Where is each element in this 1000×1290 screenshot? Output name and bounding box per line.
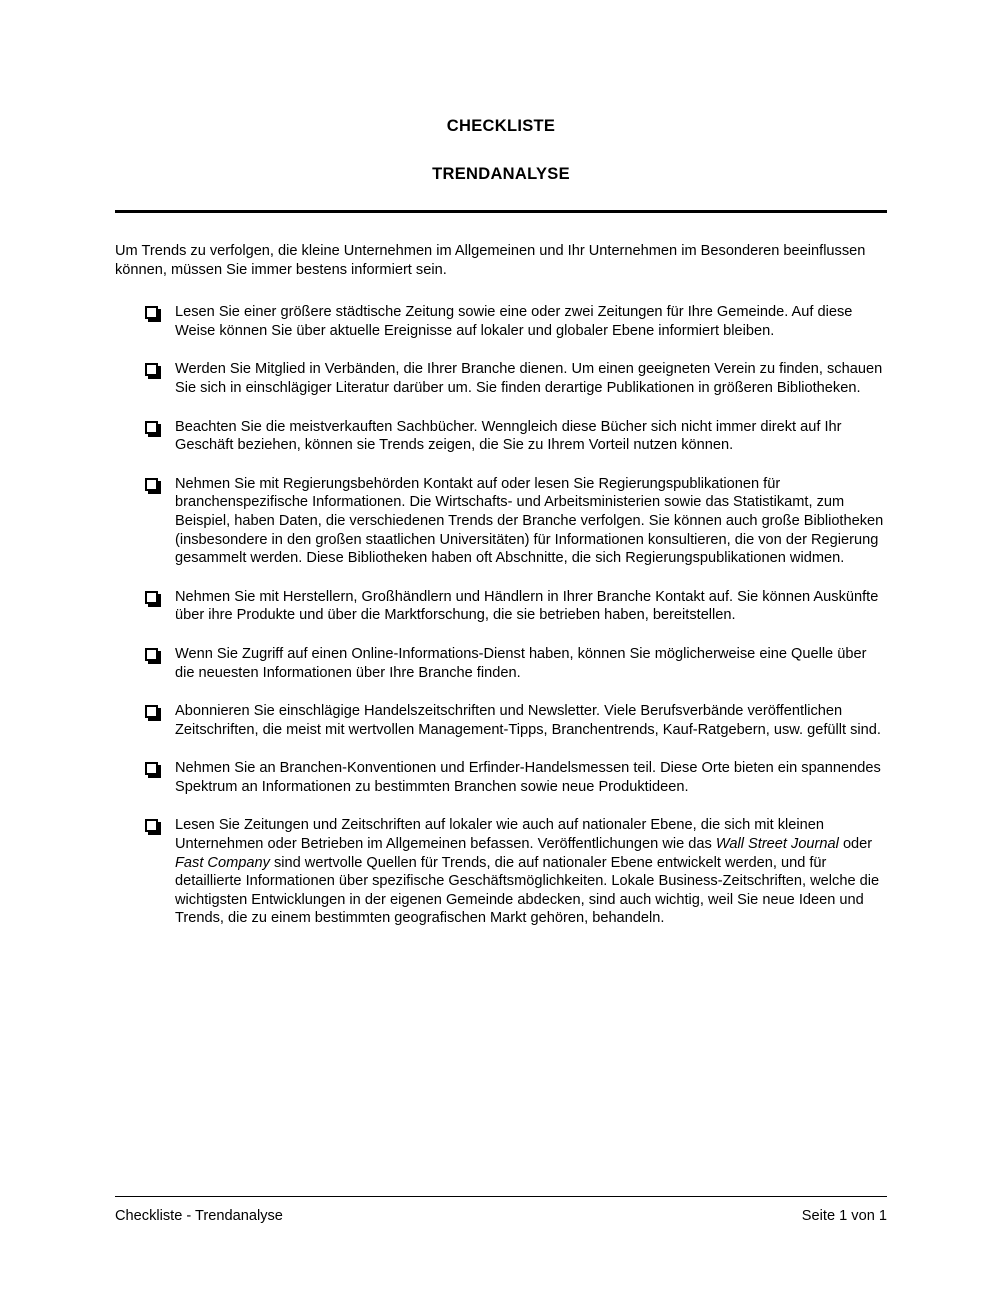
publication-name-wall-street-journal: Wall Street Journal [715, 836, 839, 853]
page-subtitle: TRENDANALYSE [432, 165, 570, 183]
header-divider [115, 210, 887, 213]
list-item-text: Nehmen Sie mit Herstellern, Großhändlern und Händlern in Ihrer Branche Kontakt auf. Sie können Auskünfte über ihre Produkte und über die Marktforschung, die sie betrieben haben, bereitstellen. [175, 588, 879, 624]
intro-paragraph: Um Trends zu verfolgen, die kleine Unternehmen im Allgemeinen und Ihr Unternehmen im Besonderen beeinflussen können, müssen Sie immer bestens informiert sein. [115, 243, 866, 278]
list-item-text: Lesen Sie einer größere städtische Zeitung sowie eine oder zwei Zeitungen für Ihre Gemeinde. Auf diese Weise können Sie über aktuelle Ereignisse auf lokaler und globaler Ebene informiert bleiben. [175, 304, 853, 339]
list-item-text: Werden Sie Mitglied in Verbänden, die Ihrer Branche dienen. Um einen geeigneten Verein zu finden, schauen Sie sich in einschlägiger Literatur darüber um. Sie finden derartige Publikationen in größeren Bibliotheken. [175, 361, 883, 396]
empty-checkbox-icon[interactable] [145, 819, 158, 832]
list-item-text: Nehmen Sie mit Regierungsbehörden Kontakt auf oder lesen Sie Regierungspublikationen für branchenspezifische Informationen. Die Wirtschafts- und Arbeitsministerien sowie das Statistikamt, zum Beispiel, haben Daten, die verschiedenen Trends der Branche verfolgen. Sie können auch große Bibliotheken (insbesondere in den großen staatlichen Universitäten) für Informationen konsultieren, die von der Regierung gesammelt werden. Diese Bibliotheken haben oft Abschnitte, die sich Regierungspublikationen widmen. [175, 475, 884, 567]
list-item[interactable] [115, 303, 887, 340]
footer-row [115, 1207, 887, 1225]
footer-document-name: Checkliste - Trendanalyse [115, 1208, 283, 1224]
list-item[interactable] [115, 759, 887, 796]
list-item[interactable] [115, 702, 887, 739]
list-item-text: Abonnieren Sie einschlägige Handelszeitschriften und Newsletter. Viele Berufsverbände veröffentlichen Zeitschriften, die meist mit wertvollen Management-Tipps, Branchentrends, Kauf-Ratgebern, usw. gefüllt sind. [175, 703, 881, 738]
page-title: CHECKLISTE [446, 117, 556, 135]
list-item[interactable] [115, 475, 887, 568]
footer-divider [115, 1196, 887, 1197]
list-item[interactable] [115, 418, 887, 455]
list-item-text-rich [175, 816, 887, 928]
empty-checkbox-icon[interactable] [145, 648, 158, 661]
checklist [115, 303, 887, 928]
document-body [115, 0, 887, 928]
footer-page-number: Seite 1 von 1 [801, 1208, 887, 1224]
list-item-text-part-2: oder [838, 836, 873, 853]
list-item-text-part-3: sind wertvolle Quellen für Trends, die auf nationaler Ebene entwickelt werden, und für detaillierte Informationen über spezifische Geschäftsmöglichkeiten. Lokale Business-Zeitschriften, welche die wichtigsten Entwicklungen in der eigenen Gemeinde abdecken, sind auch wichtig, weil Sie neue Ideen und Trends, die zu einem bestimmten geografischen Markt gehören, behandeln. [175, 854, 880, 927]
list-item[interactable] [115, 816, 887, 928]
list-item[interactable] [115, 360, 887, 397]
list-item-text: Wenn Sie Zugriff auf einen Online-Informations-Dienst haben, können Sie möglicherweise eine Quelle über die neuesten Informationen über Ihre Branche finden. [175, 645, 867, 681]
empty-checkbox-icon[interactable] [145, 762, 158, 775]
empty-checkbox-icon[interactable] [145, 363, 158, 376]
list-item-text: Nehmen Sie an Branchen-Konventionen und Erfinder-Handelsmessen teil. Diese Orte bieten ein spannendes Spektrum an Informationen zu bestimmten Branchen sowie neue Produktideen. [175, 760, 881, 795]
list-item[interactable] [115, 645, 887, 682]
page-footer [115, 1196, 887, 1225]
list-item-text: Beachten Sie die meistverkauften Sachbücher. Wenngleich diese Bücher sich nicht immer direkt auf Ihr Geschäft beziehen, können sie Trends zeigen, die Sie zu Ihrem Vorteil nutzen können. [175, 418, 842, 454]
empty-checkbox-icon[interactable] [145, 306, 158, 319]
publication-name-fast-company: Fast Company [175, 854, 270, 871]
list-item-text-part-1: Lesen Sie Zeitungen und Zeitschriften auf lokaler wie auch auf nationaler Ebene, die sich mit kleinen Unternehmen oder Betrieben im Allgemeinen befassen. Veröffentlichungen wie das [175, 817, 825, 853]
empty-checkbox-icon[interactable] [145, 478, 158, 491]
empty-checkbox-icon[interactable] [145, 705, 158, 718]
empty-checkbox-icon[interactable] [145, 421, 158, 434]
list-item[interactable] [115, 588, 887, 625]
empty-checkbox-icon[interactable] [145, 591, 158, 604]
